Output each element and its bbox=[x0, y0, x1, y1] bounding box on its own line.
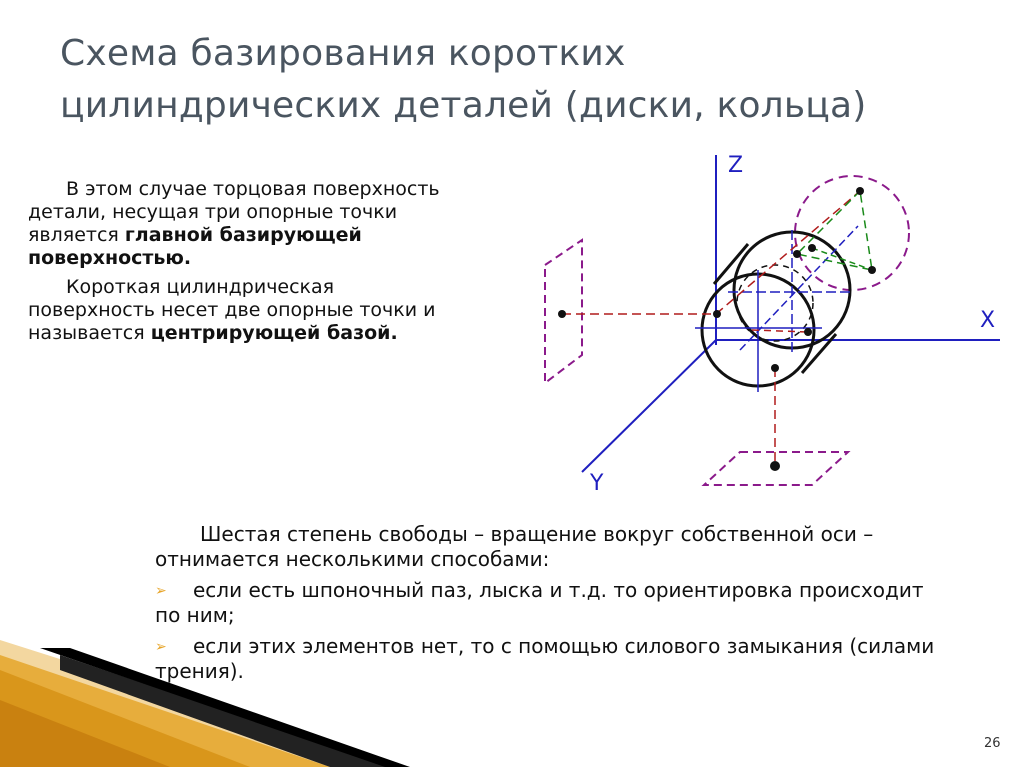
p2-bold: центрирующей базой bbox=[150, 322, 391, 344]
support-point bbox=[558, 310, 566, 318]
page-number: 26 bbox=[984, 736, 1001, 751]
method-list bbox=[155, 578, 955, 684]
p2-text: Короткая цилиндрическая поверхность несет две опорные точки и называется bbox=[28, 276, 436, 344]
support-triangle-inner bbox=[812, 248, 872, 270]
support-triangle bbox=[797, 191, 872, 270]
y-axis bbox=[582, 340, 716, 472]
projection-top bbox=[716, 191, 860, 314]
p2-end: . bbox=[390, 322, 398, 344]
p1-end: . bbox=[183, 247, 192, 269]
list-item bbox=[155, 578, 955, 628]
projection-inner bbox=[752, 330, 808, 332]
support-point bbox=[868, 266, 876, 274]
cylinder-edge-top bbox=[714, 244, 748, 284]
support-point bbox=[713, 310, 721, 318]
axis-z-label: Z bbox=[728, 153, 744, 178]
list-item-text: если есть шпоночный паз, лыска и т.д. то ориентировка происходит по ним; bbox=[155, 578, 924, 627]
support-point bbox=[856, 187, 864, 195]
support-point bbox=[808, 244, 816, 252]
title-line-1: Схема базирования коротких bbox=[60, 33, 626, 74]
axis-x-label: X bbox=[980, 308, 996, 333]
rotation-intro: Шестая степень свободы – вращение вокруг собственной оси – отнимается несколькими способами: bbox=[155, 522, 874, 571]
list-item bbox=[155, 634, 955, 684]
p1-bold: главной базирующей поверхностью bbox=[28, 224, 362, 269]
bullet-arrow-icon: ➢ bbox=[155, 583, 167, 599]
support-point bbox=[770, 461, 780, 471]
list-item-text: если этих элементов нет, то с помощью силового замыкания (силами трения). bbox=[155, 634, 935, 683]
support-point bbox=[804, 328, 812, 336]
p1-text: В этом случае торцовая поверхность детали, несущая три опорные точки является bbox=[28, 178, 440, 246]
bullet-arrow-icon: ➢ bbox=[155, 639, 167, 655]
title-line-2: цилиндрических деталей (диски, кольца) bbox=[60, 85, 867, 126]
support-point bbox=[793, 250, 801, 258]
support-point bbox=[771, 364, 779, 372]
axis-y-label: Y bbox=[590, 471, 604, 496]
bottom-text-block bbox=[155, 522, 955, 690]
